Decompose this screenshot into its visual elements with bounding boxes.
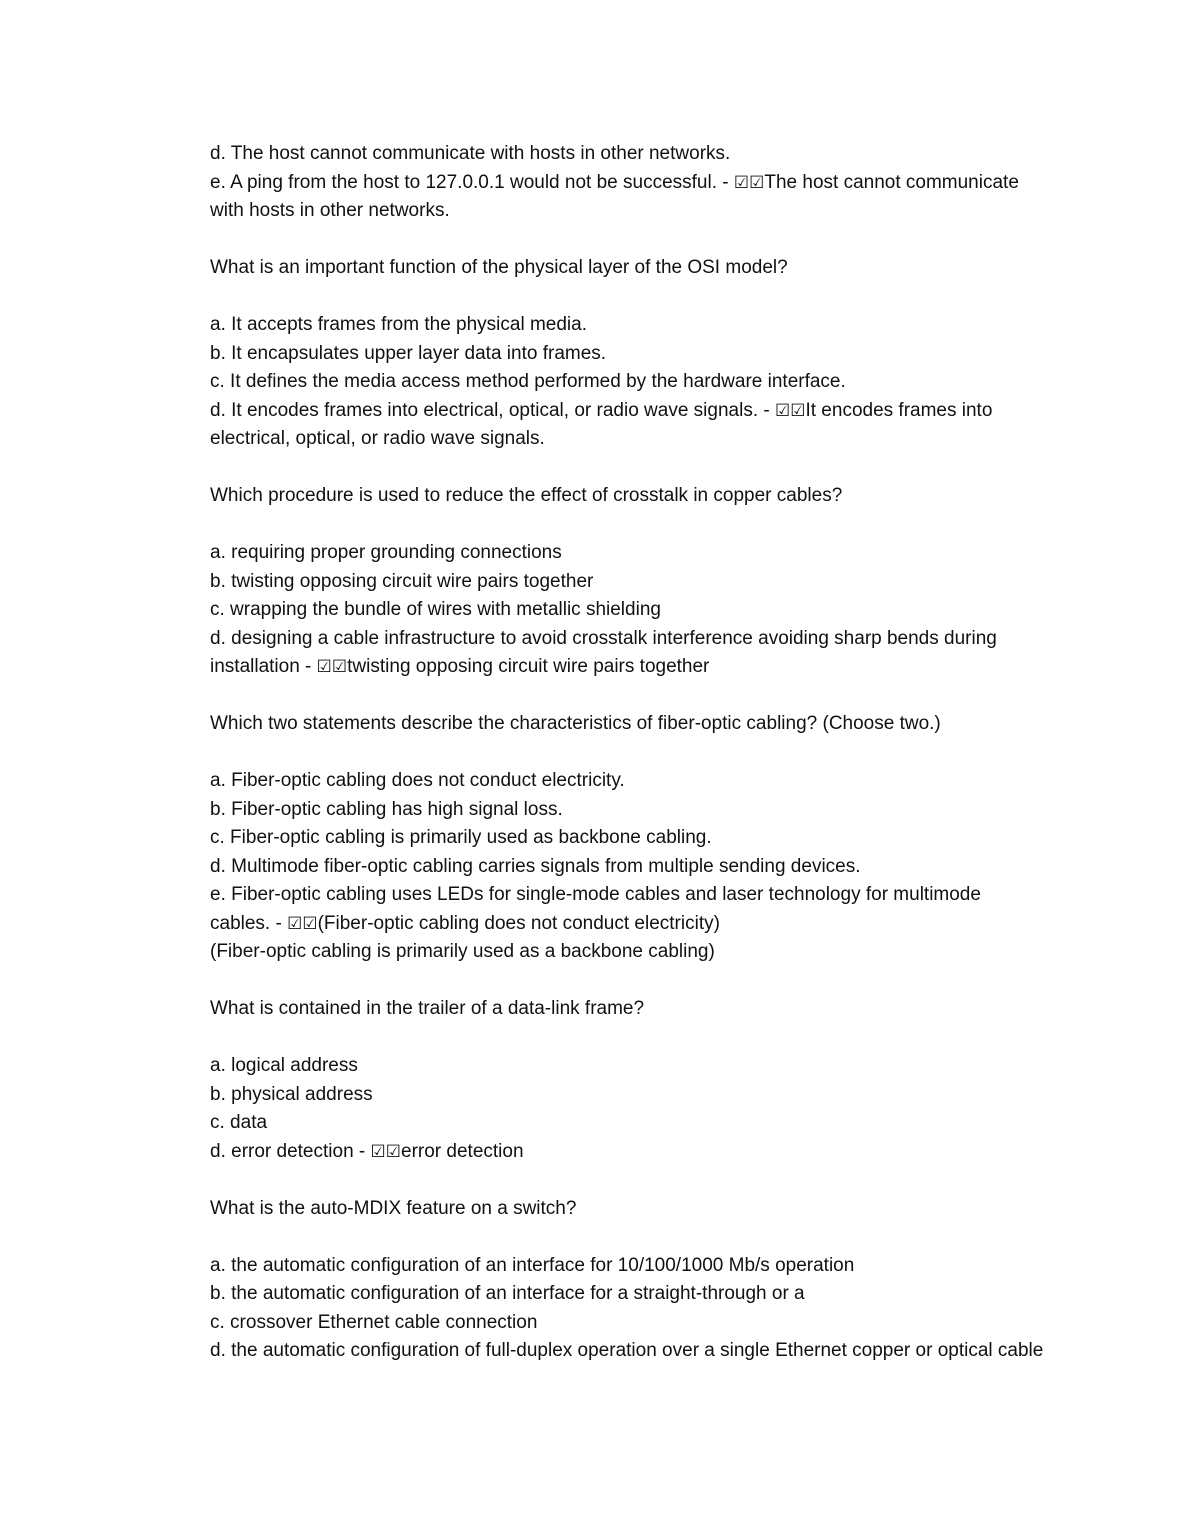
q1-option-c: c. It defines the media access method performed by the hardware interface. — [210, 371, 846, 392]
q5-question: What is the auto-MDIX feature on a switch? — [210, 1197, 577, 1219]
q2-option-b: b. twisting opposing circuit wire pairs together — [210, 570, 594, 592]
q5-option-c: c. crossover Ethernet cable connection — [210, 1311, 538, 1333]
q4-option-c: c. data — [210, 1112, 268, 1133]
q5-option-d: d. the automatic configuration of full-duplex operation over a single Ethernet copper or optical cable — [210, 1340, 1044, 1361]
q1-option-a: a. It accepts frames from the physical media. — [210, 314, 587, 335]
q4-option-b: b. physical address — [210, 1083, 373, 1105]
check-mark-icon: ☑☑ — [370, 1141, 402, 1162]
q4-question: What is contained in the trailer of a data-link frame? — [210, 998, 645, 1019]
q4-answer: error detection — [401, 1140, 524, 1162]
q3-option-a: a. Fiber-optic cabling does not conduct electricity. — [210, 770, 625, 791]
q5-option-a: a. the automatic configuration of an interface for 10/100/1000 Mb/s operation — [210, 1254, 855, 1276]
q3-answer-1: (Fiber-optic cabling does not conduct electricity) — [317, 912, 720, 934]
check-mark-icon: ☑☑ — [287, 913, 318, 934]
q2-answer: twisting opposing circuit wire pairs together — [347, 656, 710, 677]
q2-option-a: a. requiring proper grounding connections — [210, 542, 562, 563]
q0-option-e-text: e. A ping from the host to 127.0.0.1 would not be successful. - — [210, 171, 734, 193]
q1-question: What is an important function of the physical layer of the OSI model? — [210, 257, 788, 278]
q2-option-c: c. wrapping the bundle of wires with metallic shielding — [210, 599, 661, 620]
q0-answer: The host cannot communicate with hosts in other networks. — [210, 171, 1019, 221]
check-mark-icon: ☑☑ — [733, 172, 765, 193]
q2-option-d — [210, 625, 1045, 682]
q2-option-d-text: d. designing a cable infrastructure to avoid crosstalk interference avoiding sharp bends during installation - — [210, 627, 997, 677]
q3-option-d: d. Multimode fiber-optic cabling carries signals from multiple sending devices. — [210, 855, 861, 877]
q1-option-d-text: d. It encodes frames into electrical, optical, or radio wave signals. - — [210, 399, 775, 421]
q3-option-c: c. Fiber-optic cabling is primarily used as backbone cabling. — [210, 827, 712, 848]
check-mark-icon: ☑☑ — [316, 657, 348, 677]
q1-option-d — [210, 397, 1045, 454]
q4-option-d-text: d. error detection - — [210, 1140, 371, 1162]
q3-option-e-text: e. Fiber-optic cabling uses LEDs for single-mode cables and laser technology for multimode cables. - — [210, 884, 981, 934]
q3-question: Which two statements describe the characteristics of fiber-optic cabling? (Choose two.) — [210, 713, 941, 734]
q0-option-d: d. The host cannot communicate with hosts in other networks. — [210, 143, 731, 164]
q0-option-e — [210, 169, 1045, 226]
document-page — [210, 140, 1045, 1366]
q1-answer: It encodes frames into electrical, optical, or radio wave signals. — [210, 399, 993, 449]
check-mark-icon: ☑☑ — [774, 400, 806, 421]
q5-option-b: b. the automatic configuration of an interface for a straight-through or a — [210, 1283, 805, 1304]
q4-option-d — [210, 1138, 1045, 1167]
q1-option-b: b. It encapsulates upper layer data into frames. — [210, 342, 607, 364]
q3-option-b: b. Fiber-optic cabling has high signal loss. — [210, 798, 563, 820]
q4-option-a: a. logical address — [210, 1055, 358, 1076]
q2-question: Which procedure is used to reduce the effect of crosstalk in copper cables? — [210, 485, 843, 506]
q3-option-e — [210, 881, 1045, 938]
q3-answer-2: (Fiber-optic cabling is primarily used as a backbone cabling) — [210, 941, 715, 962]
